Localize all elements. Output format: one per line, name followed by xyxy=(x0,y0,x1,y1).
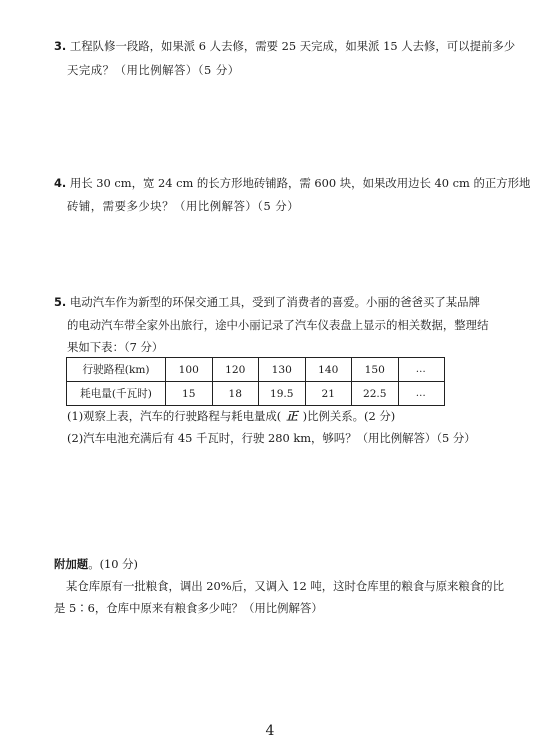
table-cell: 150 xyxy=(352,358,399,382)
question-3-line-1: 工程队修一段路，如果派 6 人去修，需要 25 天完成，如果派 15 人去修，可以提前多少 xyxy=(69,39,516,53)
question-4 xyxy=(54,175,530,191)
question-5-sub-1 xyxy=(67,408,395,424)
question-5 xyxy=(54,294,480,310)
table-row-energy xyxy=(67,382,445,406)
question-4-line-2: 砖铺，需要多少块？（用比例解答）（5 分） xyxy=(67,199,300,213)
table-cell: 100 xyxy=(166,358,213,382)
bonus-title: 附加题 xyxy=(54,557,89,571)
table-cell: 18 xyxy=(212,382,259,406)
bonus-points: 。(10 分) xyxy=(88,557,138,571)
sub-1-text-before: (1)观察上表，汽车的行驶路程与耗电量成( xyxy=(67,409,282,423)
bonus-heading xyxy=(54,556,138,572)
question-5-line-3: 果如下表：（7 分） xyxy=(67,340,164,354)
question-5-line-1: 电动汽车作为新型的环保交通工具，受到了消费者的喜爱。小丽的爸爸买了某品牌 xyxy=(69,295,480,309)
table-cell: … xyxy=(398,358,445,382)
table-cell: 130 xyxy=(259,358,306,382)
table-cell: 140 xyxy=(305,358,352,382)
bonus-line-2: 是 5∶6，仓库中原来有粮食多少吨？（用比例解答） xyxy=(54,601,323,615)
question-5-number: 5. xyxy=(54,295,67,309)
bonus-line-1: 某仓库原有一批粮食，调出 20%后，又调入 12 吨，这时仓库里的粮食与原来粮食的比 xyxy=(66,579,504,593)
question-3 xyxy=(54,38,515,54)
sub-1-text-after: )比例关系。(2 分) xyxy=(302,409,396,423)
question-5-sub-2: (2)汽车电池充满后有 45 千瓦时，行驶 280 km，够吗？（用比例解答）（5 分） xyxy=(67,431,476,445)
table-cell: 19.5 xyxy=(259,382,306,406)
table-row-header-energy: 耗电量(千瓦时) xyxy=(67,382,166,406)
table-cell: … xyxy=(398,382,445,406)
table-row-header-distance: 行驶路程(km) xyxy=(67,358,166,382)
question-4-line-1: 用长 30 cm，宽 24 cm 的长方形地砖铺路，需 600 块，如果改用边长 40 cm 的正方形地 xyxy=(69,176,531,190)
table-cell: 15 xyxy=(166,382,213,406)
table-cell: 22.5 xyxy=(352,382,399,406)
question-5-line-2: 的电动汽车带全家外出旅行，途中小丽记录了汽车仪表盘上显示的相关数据，整理结 xyxy=(67,318,489,332)
question-3-number: 3. xyxy=(54,39,67,53)
table-cell: 21 xyxy=(305,382,352,406)
question-3-line-2: 天完成？（用比例解答）（5 分） xyxy=(67,63,240,77)
table-cell: 120 xyxy=(212,358,259,382)
table-row-distance xyxy=(67,358,445,382)
question-4-number: 4. xyxy=(54,176,67,190)
page-number: 4 xyxy=(265,723,275,739)
mileage-energy-table xyxy=(66,357,445,406)
sub-1-handwritten-answer: 正 xyxy=(286,409,298,423)
